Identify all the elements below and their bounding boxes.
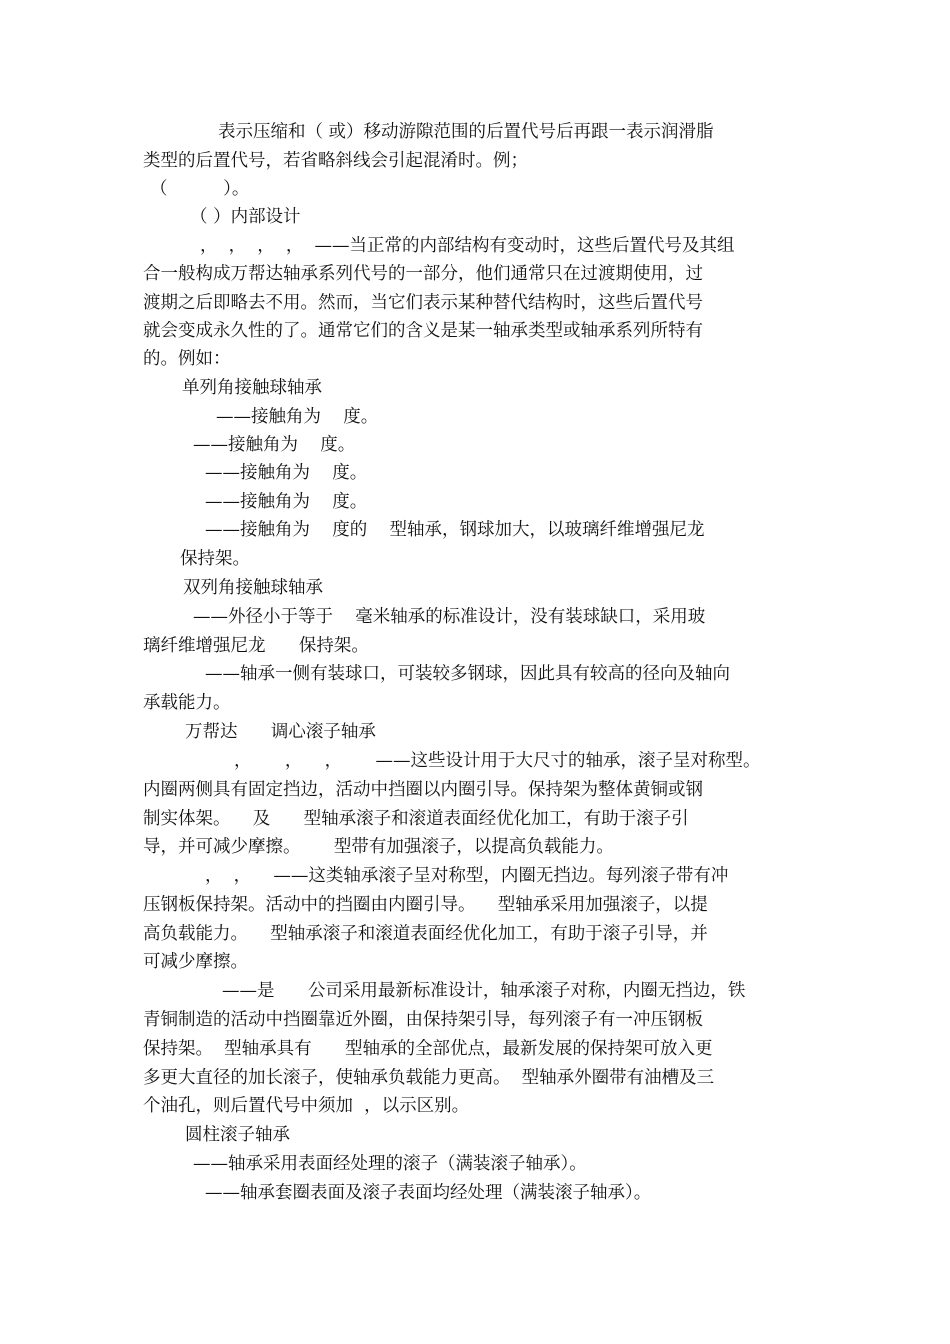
text-line: ——接触角为 度。 <box>193 435 356 455</box>
text-line: 个油孔，则后置代号中须加 ，以示区别。 <box>143 1096 470 1116</box>
text-line: 压钢板保持架。活动中的挡圈由内圈引导。 型轴承采用加强滚子，以提 <box>143 895 708 915</box>
text-line: 多更大直径的加长滚子，使轴承负载能力更高。 型轴承外圈带有油槽及三 <box>143 1068 715 1088</box>
text-line: 青铜制造的活动中挡圈靠近外圈，由保持架引导，每列滚子有一冲压钢板 <box>143 1010 703 1030</box>
text-line: ， ， ——这类轴承滚子呈对称型，内圈无挡边。每列滚子带有冲 <box>205 866 729 886</box>
text-line: 类型的后置代号，若省略斜线会引起混淆时。例； <box>143 151 528 171</box>
text-line: 导，并可减少摩擦。 型带有加强滚子，以提高负载能力。 <box>143 837 614 857</box>
text-line: ——接触角为 度。 <box>216 407 379 427</box>
text-line: 表示压缩和（ 或）移动游隙范围的后置代号后再跟一表示润滑脂 <box>218 122 714 142</box>
text-line: 渡期之后即略去不用。然而，当它们表示某种替代结构时，这些后置代号 <box>143 293 703 313</box>
subsection-heading: 万帮达 调心滚子轴承 <box>185 722 376 742</box>
text-line: 保持架。 型轴承具有 型轴承的全部优点，最新发展的保持架可放入更 <box>143 1039 713 1059</box>
subsection-heading: 单列角接触球轴承 <box>182 378 322 398</box>
text-line: 保持架。 <box>180 549 250 569</box>
text-line: ——轴承套圈表面及滚子表面均经处理（满装滚子轴承）。 <box>205 1183 652 1203</box>
text-line: ——轴承一侧有装球口，可装较多钢球，因此具有较高的径向及轴向 <box>205 664 730 684</box>
text-line: 可减少摩擦。 <box>143 952 248 972</box>
text-line: ——外径小于等于 毫米轴承的标准设计，没有装球缺口，采用玻 <box>193 607 706 627</box>
text-line: 就会变成永久性的了。通常它们的含义是某一轴承类型或轴承系列所特有 <box>143 321 703 341</box>
text-line: ， ， ， ——这些设计用于大尺寸的轴承，滚子呈对称型。 <box>234 751 761 771</box>
text-line: ——轴承采用表面经处理的滚子（满装滚子轴承）。 <box>193 1154 587 1174</box>
subsection-heading: 双列角接触球轴承 <box>183 578 323 598</box>
text-line: ——接触角为 度的 型轴承，钢球加大，以玻璃纤维增强尼龙 <box>205 520 705 540</box>
text-line: 合一般构成万帮达轴承系列代号的一部分，他们通常只在过渡期使用，过 <box>143 264 703 284</box>
text-line: 制实体架。 及 型轴承滚子和滚道表面经优化加工，有助于滚子引 <box>143 809 689 829</box>
text-line: （ ）。 <box>150 179 250 199</box>
section-heading: （ ）内部设计 <box>190 207 301 227</box>
text-line: 璃纤维增强尼龙 保持架。 <box>143 636 369 656</box>
text-line: 承载能力。 <box>143 693 231 713</box>
text-line: 高负载能力。 型轴承滚子和滚道表面经优化加工，有助于滚子引导，并 <box>143 924 708 944</box>
subsection-heading: 圆柱滚子轴承 <box>185 1125 290 1145</box>
text-line: ， ， ， ， ——当正常的内部结构有变动时，这些后置代号及其组 <box>200 236 735 256</box>
text-line: ——接触角为 度。 <box>205 492 368 512</box>
text-line: 内圈两侧具有固定挡边，活动中挡圈以内圈引导。保持架为整体黄铜或钢 <box>143 780 703 800</box>
text-line: ——接触角为 度。 <box>205 463 368 483</box>
text-line: ——是 公司采用最新标准设计，轴承滚子对称，内圈无挡边，铁 <box>222 981 746 1001</box>
text-line: 的。例如： <box>143 349 231 369</box>
